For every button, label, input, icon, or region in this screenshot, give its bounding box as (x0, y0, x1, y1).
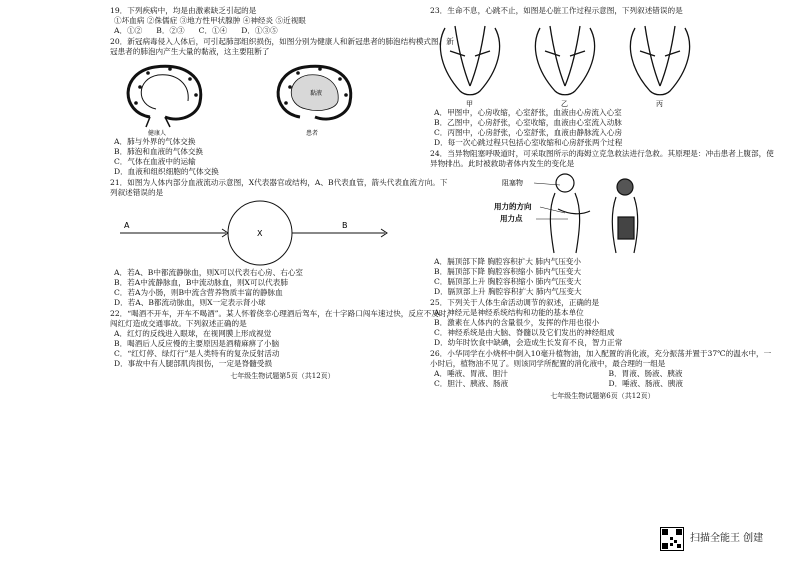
force-direction-label: 用力的方向 (494, 202, 532, 212)
option-d: D．①③⑤ (241, 26, 278, 36)
question-23-stem: 23．生命不息，心跳不止，如图是心脏工作过程示意图，下列叙述错误的是 (430, 6, 683, 15)
healthy-alveolus-diagram (128, 66, 201, 127)
option-b: B．若A中流静脉血，B中流动脉血，则X可以代表肺 (114, 278, 288, 288)
heart-diagram-yi (535, 26, 594, 95)
option-b: B．喝酒后人反应慢的主要原因是酒精麻痹了小脑 (114, 339, 280, 349)
left-column (110, 6, 455, 382)
option-a: A．肺与外界的气体交换 (114, 137, 196, 147)
option-c: C．若A为小肠，则B中流含营养物质丰富的静脉血 (114, 288, 283, 298)
alveoli-figure (110, 57, 410, 137)
question-24-stem: 24．当异物阻塞呼吸道时，可采取图所示的海姆立克急救法进行急救。其原理是：冲击患者上腹部，使异物排出。此时被救助者体内发生的变化是 (430, 149, 774, 169)
heart-diagram-jia (440, 26, 499, 95)
qr-code-icon (660, 527, 684, 551)
scanner-stamp-text: 扫描全能王 创建 (690, 533, 764, 545)
option-a: A．甲图中，心房收缩，心室舒张，血液由心房流入心室 (434, 108, 622, 118)
option-c: C．“红灯停、绿灯行”是人类特有的复杂反射活动 (114, 349, 280, 359)
organ-x-label: X (257, 229, 263, 239)
question-19 (110, 6, 455, 36)
blood-flow-figure (110, 198, 410, 268)
question-21-stem: 21．如图为人体内部分血液流动示意图，X代表器官或结构，A、B代表血管，箭头代表血流方向。下列叙述错误的是 (110, 178, 448, 198)
mucus-label: 黏液 (310, 90, 323, 98)
option-d: D．每一次心跳过程只包括心室收缩和心房舒张两个过程 (434, 138, 623, 148)
heart-label-jia: 甲 (466, 100, 473, 109)
heart-cycle-figure (430, 16, 730, 108)
scanner-stamp (660, 527, 763, 551)
question-26 (430, 349, 775, 389)
option-a: A．红灯的反线进入眼球，在视网膜上形成视觉 (114, 329, 272, 339)
option-b: B．②③ (156, 26, 185, 36)
heimlich-figure (430, 169, 730, 257)
option-b: B．激素在人体内的含量很少，发挥的作用也很小 (434, 318, 600, 328)
option-d: D．唾液、肠液、胰液 (608, 379, 683, 389)
question-19-items: ①坏血病 ②侏儒症 ③地方性甲状腺肿 ④神经炎 ⑤近视眼 (114, 16, 306, 26)
option-a: A．①② (114, 26, 143, 36)
option-c: C．①④ (198, 26, 228, 36)
question-19-stem: 19．下列疾病中，均是由激素缺乏引起的是 (110, 6, 257, 15)
right-column (430, 6, 775, 402)
option-d: D．膈顶部上升 胸腔容积扩大 肺内气压变大 (434, 287, 582, 297)
question-22-stem: 22．“喝酒不开车，开车不喝酒”。某人怀着侥幸心理酒后驾车，在十字路口闯车速过快，反应不及时，闯红灯造成交通事故。下列叙述正确的是 (110, 309, 454, 329)
option-a: A．膈顶部下降 胸腔容积扩大 肺内气压变小 (434, 257, 581, 267)
option-c: C．神经系统是由大脑、脊髓以及它们发出的神经组成 (434, 328, 615, 338)
question-20 (110, 37, 455, 177)
patient-label: 患者 (306, 130, 319, 138)
question-21 (110, 178, 455, 308)
question-26-stem: 26．小华同学在小烧杯中倒入10毫升植物油，加入配置的消化液，充分振荡并置于37℃的温水中，一小时后，植物油不见了。则该同学所配置的消化液中，最合理的一组是 (430, 349, 772, 369)
obstruction-label: 阻塞物 (502, 179, 523, 188)
vessel-b-label: B (342, 221, 348, 231)
question-20-stem: 20．新冠病毒侵入人体后，可引起肺部组织损伤，如图分别为健康人和新冠患者的肺泡结构模式图。新冠患者的肺泡内产生大量的黏液，这主要阻断了 (110, 37, 454, 57)
heart-label-bing: 丙 (656, 100, 663, 109)
vessel-a-label: A (124, 221, 130, 231)
option-d: D．若A、B都流动脉血，则X一定表示肾小球 (114, 298, 266, 308)
heart-label-yi: 乙 (561, 100, 568, 109)
option-a: A．唾液、胃液、胆汁 (434, 369, 508, 379)
question-25-stem: 25．下列关于人体生命活动调节的叙述，正确的是 (430, 298, 600, 308)
option-d: D．幼年时饮食中缺碘，会造成生长发育不良，智力正常 (434, 338, 623, 348)
option-c: C．胆汁、胰液、肠液 (434, 379, 509, 389)
question-23 (430, 6, 775, 148)
healthy-label: 健康人 (148, 130, 167, 138)
force-point-label: 用力点 (500, 214, 523, 224)
option-b: B．膈顶部下降 胸腔容积缩小 肺内气压变大 (434, 267, 582, 277)
option-a: A．神经元是神经系统结构和功能的基本单位 (434, 308, 584, 318)
option-d: D．血液和组织细胞的气体交换 (114, 167, 219, 177)
option-b: B．胃液、肠液、胰液 (608, 369, 683, 379)
question-22 (110, 309, 455, 369)
option-b: B．肺泡和血液的气体交换 (114, 147, 204, 157)
page-footer-right: 七年级生物试题第6页（共12页） (550, 392, 655, 401)
heart-diagram-bing (630, 26, 689, 95)
option-b: B．乙图中，心房舒张，心室收缩，血液由心室流入动脉 (434, 118, 622, 128)
option-c: C．丙图中，心房舒张，心室舒张，血液由静脉流入心房 (434, 128, 623, 138)
question-24 (430, 149, 775, 297)
heimlich-person-illustration (550, 174, 637, 253)
option-c: C．气体在血液中的运输 (114, 157, 196, 167)
option-c: C．膈顶部上升 胸腔容积缩小 肺内气压变大 (434, 277, 582, 287)
option-a: A．若A、B中都流静脉血，则X可以代表右心房、右心室 (114, 268, 304, 278)
page-footer-left: 七年级生物试题第5页（共12页） (230, 372, 335, 381)
option-d: D．事故中有人腿部肌肉损伤，一定是脊髓受损 (114, 359, 272, 369)
question-25 (430, 298, 775, 348)
